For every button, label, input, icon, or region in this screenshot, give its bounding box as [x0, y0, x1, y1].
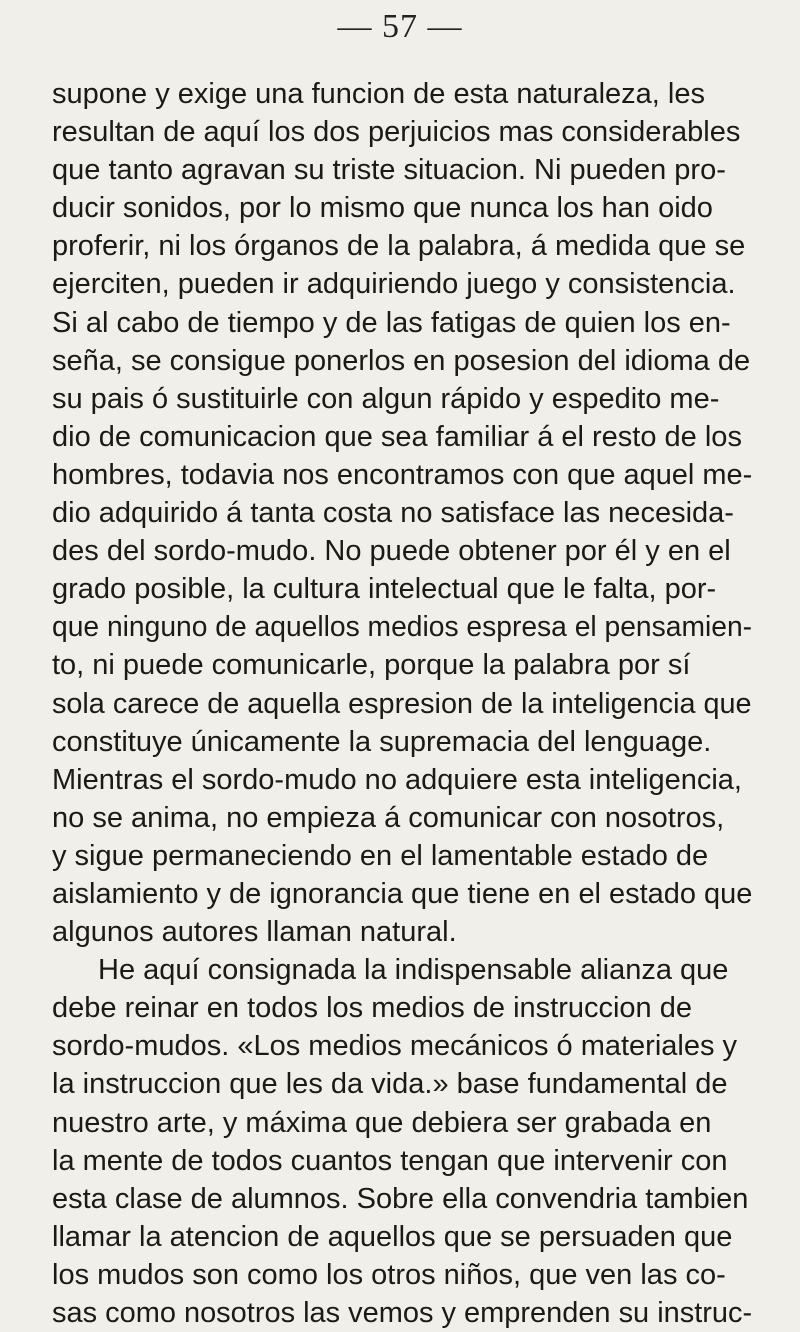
text-line: ejerciten, pueden ir adquiriendo juego y consistencia. — [52, 268, 736, 301]
text-line: seña, se consigue ponerlos en posesion del idioma de — [52, 344, 751, 377]
text-line: des del sordo-mudo. No puede obtener por él y en el — [52, 535, 731, 568]
text-line: Si al cabo de tiempo y de las fatigas de quien los en- — [52, 306, 731, 339]
body-text — [52, 75, 752, 1332]
text-line: y sigue permaneciendo en el lamentable estado de — [52, 839, 709, 872]
text-line: la mente de todos cuantos tengan que intervenir con — [52, 1144, 728, 1177]
text-line: que ninguno de aquellos medios espresa el pensamien- — [52, 611, 753, 644]
text-line: su pais ó sustituirle con algun rápido y espedito me- — [52, 382, 720, 415]
paragraph-start-line: He aquí consignada la indispensable alianza que — [98, 954, 729, 987]
text-line: debe reinar en todos los medios de instruccion de — [52, 992, 692, 1025]
text-line: Mientras el sordo-mudo no adquiere esta inteligencia, — [52, 763, 742, 796]
text-line: la instruccion que les da vida.» base fundamental de — [52, 1068, 728, 1101]
text-line: constituye únicamente la supremacia del lenguage. — [52, 725, 712, 758]
text-line: ducir sonidos, por lo mismo que nunca los han oido — [52, 192, 713, 225]
text-line: que tanto agravan su triste situacion. Ni pueden pro- — [52, 154, 726, 187]
text-line: dio adquirido á tanta costa no satisface las necesida- — [52, 497, 734, 530]
text-line: nuestro arte, y máxima que debiera ser grabada en — [52, 1106, 712, 1139]
text-line: los mudos son como los otros niños, que ven las co- — [52, 1258, 726, 1291]
page-number: — 57 — — [337, 8, 463, 45]
text-line: algunos autores llaman natural. — [52, 916, 457, 949]
text-line: no se anima, no empieza á comunicar con nosotros, — [52, 801, 725, 834]
text-line: supone y exige una funcion de esta naturaleza, les — [52, 78, 705, 110]
text-line: hombres, todavia nos encontramos con que aquel me- — [52, 458, 753, 491]
text-line: to, ni puede comunicarle, porque la palabra por sí — [52, 649, 691, 682]
text-line: aislamiento y de ignorancia que tiene en el estado que — [52, 877, 753, 910]
text-line: sordo-mudos. «Los medios mecánicos ó materiales y — [52, 1030, 738, 1063]
text-line: grado posible, la cultura intelectual que le falta, por- — [52, 573, 717, 606]
text-line: sas como nosotros las vemos y emprenden su instruc- — [52, 1297, 753, 1329]
text-line: dio de comunicacion que sea familiar á el resto de los — [52, 420, 742, 453]
text-line: esta clase de alumnos. Sobre ella convendria tambien — [52, 1182, 749, 1215]
text-line: resultan de aquí los dos perjuicios mas considerables — [52, 116, 741, 149]
text-line: llamar la atencion de aquellos que se persuaden que — [52, 1220, 733, 1253]
text-line: sola carece de aquella espresion de la inteligencia que — [52, 687, 752, 720]
text-line: proferir, ni los órganos de la palabra, á medida que se — [52, 230, 746, 263]
